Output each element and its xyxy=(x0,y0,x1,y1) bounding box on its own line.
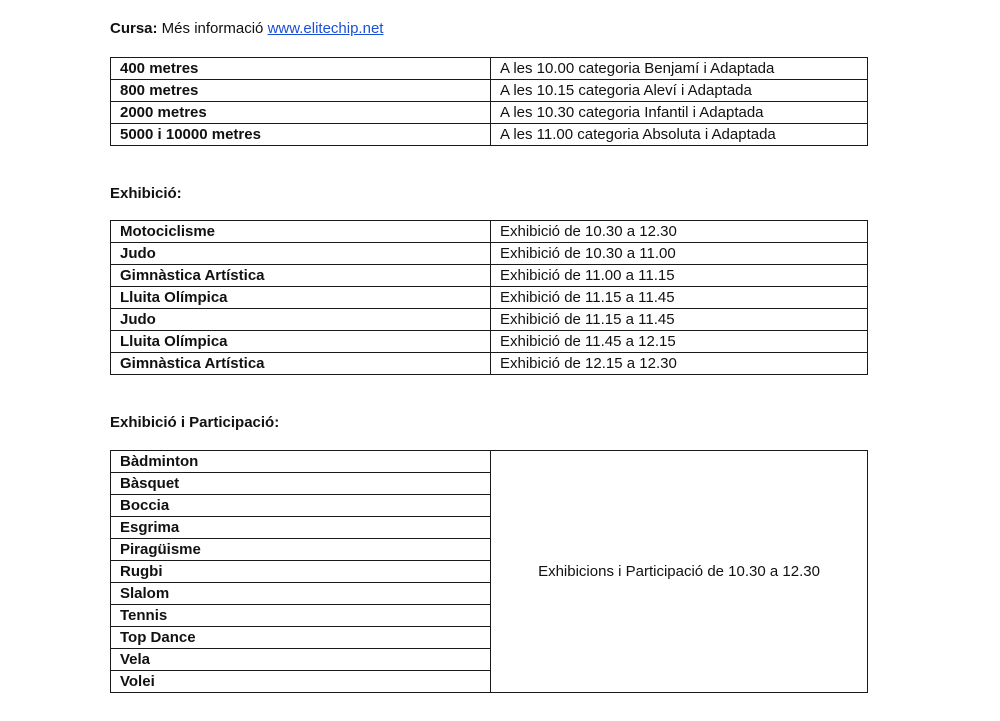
elitechip-link[interactable]: www.elitechip.net xyxy=(267,20,384,37)
cursa-label: Cursa: xyxy=(110,20,158,37)
cursa-schedule: A les 10.30 categoria Infantil i Adaptada xyxy=(491,102,868,124)
table-row xyxy=(111,243,868,265)
table-row xyxy=(111,309,868,331)
participacio-sport: Rugbi xyxy=(111,561,491,583)
participacio-sport: Volei xyxy=(111,671,491,693)
exhibicio-table xyxy=(110,220,868,375)
exhibicio-sport: Lluita Olímpica xyxy=(111,331,491,353)
table-row xyxy=(111,265,868,287)
participacio-sport: Top Dance xyxy=(111,627,491,649)
exhibicio-schedule: Exhibició de 11.15 a 11.45 xyxy=(491,287,868,309)
table-row xyxy=(111,80,868,102)
exhibicio-schedule: Exhibició de 10.30 a 12.30 xyxy=(491,221,868,243)
exhibicio-sport: Lluita Olímpica xyxy=(111,287,491,309)
exhibicio-sport: Judo xyxy=(111,309,491,331)
cursa-distance: 5000 i 10000 metres xyxy=(111,124,491,146)
exhibicio-heading: Exhibició: xyxy=(110,185,182,202)
participacio-sport: Bàdminton xyxy=(111,451,491,473)
exhibicio-sport: Motociclisme xyxy=(111,221,491,243)
cursa-distance: 400 metres xyxy=(111,58,491,80)
table-row xyxy=(111,331,868,353)
table-row xyxy=(111,102,868,124)
exhibicio-schedule: Exhibició de 11.00 a 11.15 xyxy=(491,265,868,287)
table-row xyxy=(111,287,868,309)
participacio-sport: Slalom xyxy=(111,583,491,605)
participacio-sport: Tennis xyxy=(111,605,491,627)
table-row xyxy=(111,353,868,375)
participacio-sport: Bàsquet xyxy=(111,473,491,495)
table-row xyxy=(111,58,868,80)
exhibicio-schedule: Exhibició de 11.15 a 11.45 xyxy=(491,309,868,331)
cursa-table xyxy=(110,57,868,146)
table-row xyxy=(111,221,868,243)
cursa-distance: 2000 metres xyxy=(111,102,491,124)
cursa-info-line xyxy=(110,20,383,37)
cursa-schedule: A les 10.15 categoria Aleví i Adaptada xyxy=(491,80,868,102)
participacio-sport: Vela xyxy=(111,649,491,671)
cursa-schedule: A les 10.00 categoria Benjamí i Adaptada xyxy=(491,58,868,80)
table-row xyxy=(111,451,868,473)
exhibicio-sport: Gimnàstica Artística xyxy=(111,265,491,287)
table-row xyxy=(111,124,868,146)
participacio-table xyxy=(110,450,868,693)
cursa-info-text: Més informació xyxy=(157,20,268,37)
exhibicio-schedule: Exhibició de 11.45 a 12.15 xyxy=(491,331,868,353)
exhibicio-sport: Judo xyxy=(111,243,491,265)
participacio-heading: Exhibició i Participació: xyxy=(110,414,280,431)
participacio-sport: Boccia xyxy=(111,495,491,517)
exhibicio-sport: Gimnàstica Artística xyxy=(111,353,491,375)
exhibicio-schedule: Exhibició de 10.30 a 11.00 xyxy=(491,243,868,265)
participacio-sport: Piragüisme xyxy=(111,539,491,561)
cursa-distance: 800 metres xyxy=(111,80,491,102)
exhibicio-schedule: Exhibició de 12.15 a 12.30 xyxy=(491,353,868,375)
cursa-schedule: A les 11.00 categoria Absoluta i Adaptada xyxy=(491,124,868,146)
participacio-sport: Esgrima xyxy=(111,517,491,539)
participacio-schedule: Exhibicions i Participació de 10.30 a 12.30 xyxy=(491,451,868,693)
